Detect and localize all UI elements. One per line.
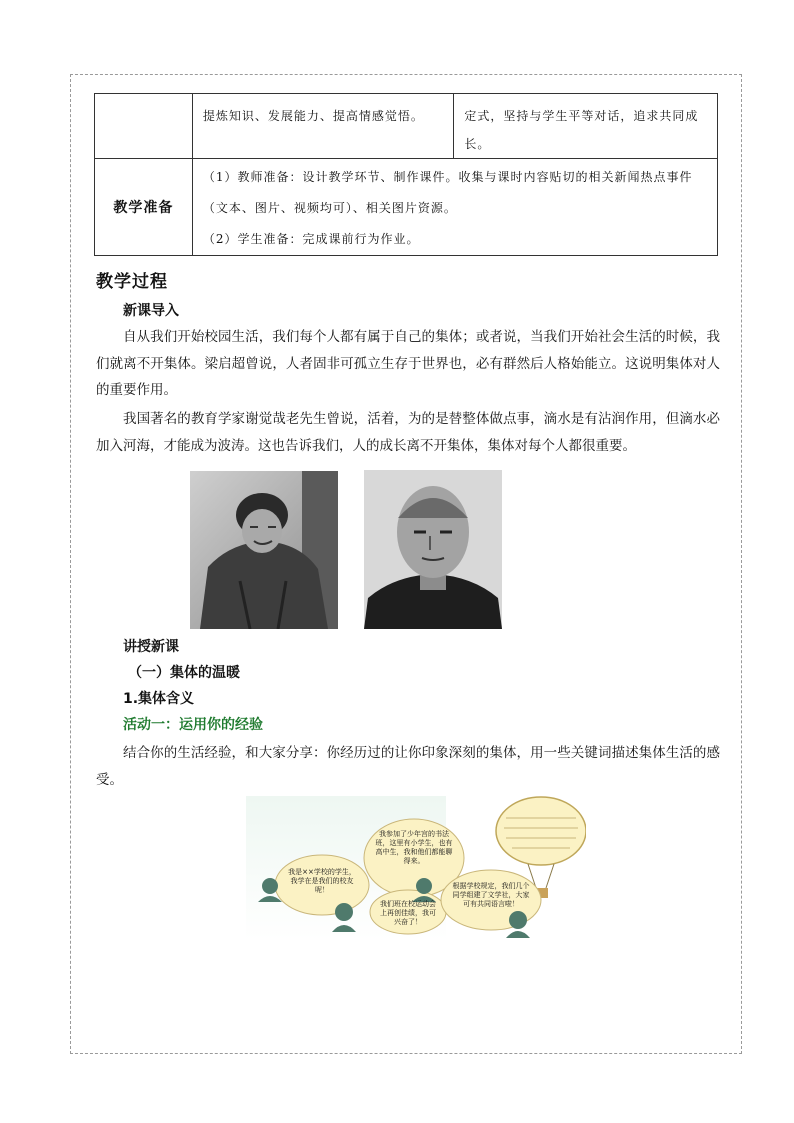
- activity-heading: 活动一：运用你的经验: [123, 717, 263, 733]
- speech-bubble-1: 我是××学校的学生，我学在是我们的校友呢！: [288, 868, 356, 894]
- lesson-plan-table: [94, 93, 718, 256]
- lesson-heading: 讲授新课: [123, 639, 179, 655]
- table-row: [95, 94, 718, 159]
- prep-teacher: （1）教师准备：设计教学环节、制作课件。收集与课时内容贴切的相关新闻热点事件（文本、图片、视频均可）、相关图片资源。: [202, 170, 693, 215]
- speech-bubble-4: 根据学校规定，我们几个同学组建了文学社，大家可有共同语言啦！: [452, 882, 530, 908]
- intro-heading: 新课导入: [123, 303, 179, 319]
- table-cell: [454, 94, 718, 159]
- speech-bubble-2: 我参加了少年宫的书法班，这里有小学生，也有高中生，我和他们都能聊得来。: [375, 830, 453, 865]
- subsection-heading: （一）集体的温暖: [128, 665, 240, 681]
- discussion-illustration: [246, 796, 586, 940]
- table-row: [95, 159, 718, 256]
- row-label-teaching-prep: 教学准备: [95, 159, 193, 256]
- table-cell-label-empty: [95, 94, 193, 159]
- intro-paragraph-1: 自从我们开始校园生活，我们每个人都有属于自己的集体；或者说，当我们开始社会生活的时候，我们就离不开集体。梁启超曾说，人者固非可孤立生存于世界也，必有群然后人格始能立。这说明集体对人的重要作用。: [96, 329, 720, 398]
- table-cell: [192, 94, 454, 159]
- table-cell: [192, 159, 717, 256]
- section-title: 教学过程: [96, 272, 168, 292]
- intro-paragraph-2: 我国著名的教育学家谢觉哉老先生曾说，活着，为的是替整体做点事，滴水是有沾润作用，但滴水必加入河海，才能成为波涛。这也告诉我们，人的成长离不开集体，集体对每个人都很重要。: [96, 411, 720, 454]
- cell-text: 定式，坚持与学生平等对话，追求共同成长。: [464, 109, 699, 151]
- point-heading: 1.集体含义: [123, 691, 195, 707]
- cell-text: 提炼知识、发展能力、提高情感觉悟。: [202, 109, 424, 123]
- prep-student: （2）学生准备：完成课前行为作业。: [202, 232, 420, 246]
- speech-bubble-3: 我们班在校运动会上再创佳绩，我可兴奋了！: [380, 900, 436, 926]
- portrait-photo-2: [364, 470, 502, 629]
- activity-paragraph: 结合你的生活经验，和大家分享：你经历过的让你印象深刻的集体，用一些关键词描述集体生活的感受。: [96, 745, 720, 788]
- portrait-photo-1: [190, 471, 338, 629]
